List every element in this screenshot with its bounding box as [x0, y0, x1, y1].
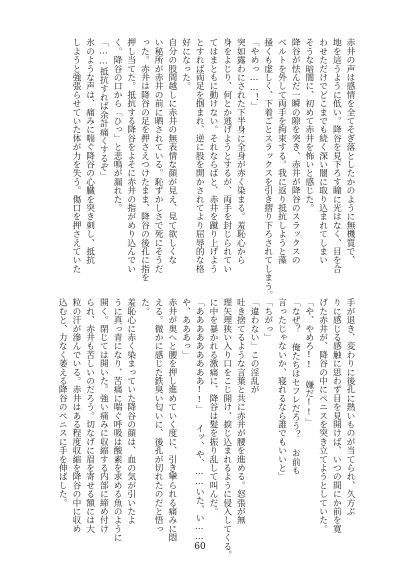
upper-text-block: 赤井の声は感情を全てそぎ落としたかのように無機質で、 地を這うように低い。降谷を見下ろす瞳に光はなく、目を合 わせただけでどこまでも続く深い闇に取り込まれてしまい そうな暗闇に、初めて赤井を怖いと感じた。 降谷が怯んだ一瞬の隙を突き、赤井が降谷のスラックスの ベルトを外して両手を拘束する。我に返り抵抗しようと藻 掻くも虚しく、下着ごとスラックスを引き摺り下ろされてしまう。 「やめっ……！」 突如露わにされた下半身に全身が赤く染まる。羞恥心から 身をよじり、何とか逃げようとするが、両手を封じられてい てはまともに動けない。それならばと、赤井を蹴り上げよう とすれば両足を掴まれ、逆に股を開かされてより屈辱的な格 好になった。 自分の股間越しに赤井の無表情な顔が見え、見て欲しくな い秘所が赤井の前に晒されている。恥ずかしさで死にそうだ った。赤井は降谷の足を押さえつけたまま、降谷の後孔に指を 押し当てた。抵抗する降谷をよそに赤井の指がめり込んでい く。降谷の口から「ひっ」と悲鳴が漏れた。 「……抵抗すれば余計痛くするぞ」 氷のような声は、痛みに喘ぐ降谷の心臓を突き刺し、抵抗 しようと強張らせていた体が力を失う。傷口を押さえていた: [70, 38, 355, 299]
page-number: 60: [194, 542, 206, 552]
lower-text-block: 手が退き、変わりに後孔に熱いものが当てられ、久方ぶ りに感じる感触に思わず目を見開けば、いつの間にか前を寛 げた赤井が、降谷の中にペニスを突き立てようとしていた。 「や、やめろ!! 嫌だ!!」 「なぜ？ 俺たちはセフレだろう？ お前も 言ったじゃないか、寝れるなら誰でもいいと」 「ちがっ」 「違わない」この淫乱が 吐き捨てるような言葉と共に赤井が腰を進める。怒張が無 理矢理狭い入り口をこじ開け、捩じ込まれるように侵入してくる。 に中を暴かれる激痛に、降谷は髪を振り乱して叫んだ。 「あああああああああ!!」 イッ、や、……いた、い…… や、あああっ」 赤井が奥へと腰を押し進めていく度に、引き攣られる痛みに悶 える。微かに感じた鉄臭い匂いに、後孔が切れたのだと悟っ た。 羞恥心に赤く染まっていた降谷の顔は、血の気が引いたよ うに真っ青になり、苦痛に喘ぐ呼吸は酸素を求める魚のように 開く。閉じては開いた。強い痛みに収縮する内部に締め付け られ、赤井も苦しいのだろう。切なげに眉を寄せる額には大 粒の汗が滲んでいる。赤井はある程度収縮を降谷の中に収め 込むと、力なく萎える降谷のペニスに手を伸ばした。: [57, 298, 355, 559]
